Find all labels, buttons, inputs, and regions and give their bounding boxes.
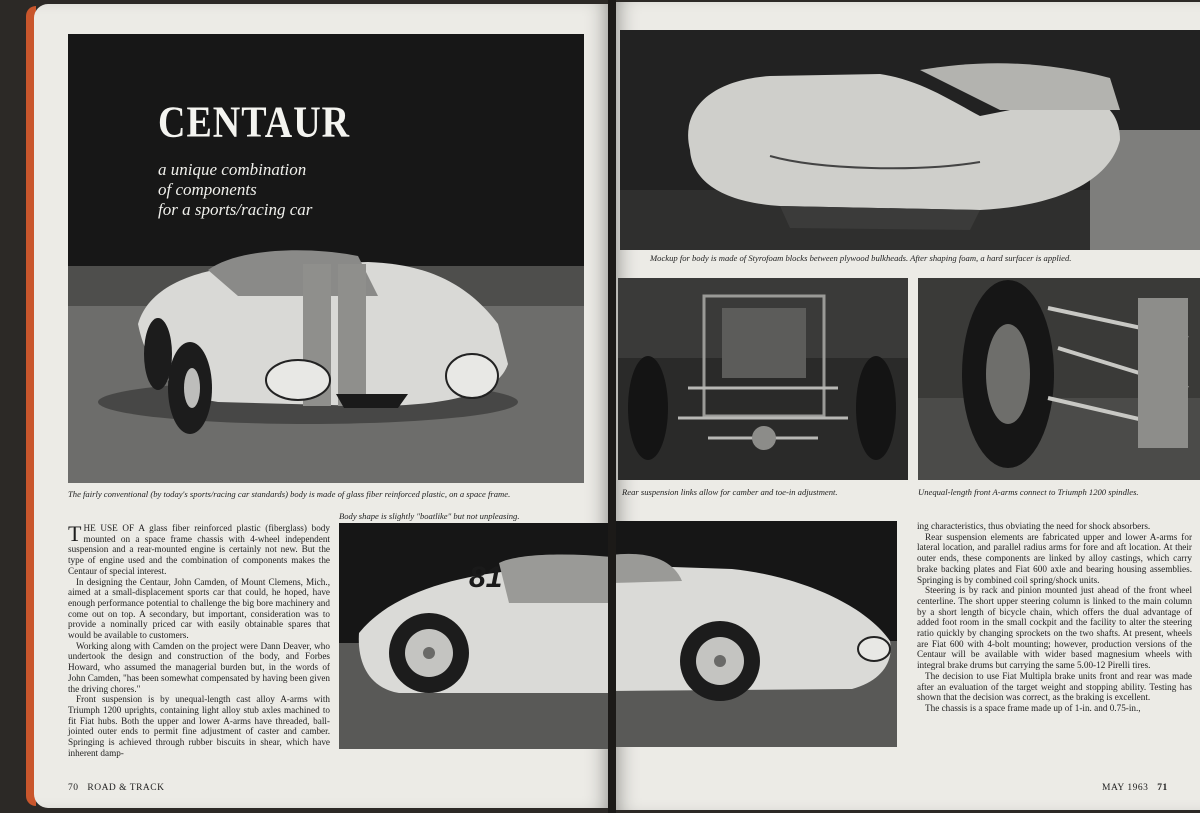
right-folio xyxy=(1102,783,1168,793)
subtitle-line: of components xyxy=(158,180,257,199)
front-arms-photo xyxy=(918,278,1200,480)
dropcap: T xyxy=(68,521,82,546)
left-page xyxy=(34,4,612,808)
left-text-column xyxy=(68,523,330,758)
side-car-illustration-left xyxy=(339,523,612,749)
side-car-photo-right xyxy=(612,521,897,747)
subtitle-line: a unique combination xyxy=(158,160,307,179)
rear-suspension-photo xyxy=(618,278,908,480)
car-number: 81 xyxy=(469,561,503,594)
paragraph: ing characteristics, thus obviating the need for shock absorbers. xyxy=(917,521,1151,531)
mockup-caption: Mockup for body is made of Styrofoam blocks between plywood bulkheads. After shaping foam, a hard surfacer is applied. xyxy=(650,253,1072,263)
paragraph: In designing the Centaur, John Camden, of Mount Clemens, Mich., aimed at a small-displacement sports car that could, he hoped, have enough performance potential to challenge the big bore machinery and come out on top. A secondary, but important, consideration was to provide a nominally priced car with easily obtainable spares that would be available to customers. xyxy=(68,576,330,641)
paragraph: The chassis is a space frame made up of 1-in. and 0.75-in., xyxy=(925,702,1141,713)
side-car-caption: Body shape is slightly "boatlike" but not unpleasing. xyxy=(339,511,520,521)
side-car-illustration-right xyxy=(612,521,897,747)
magazine-name: ROAD & TRACK xyxy=(87,783,165,793)
paragraph: Rear suspension elements are fabricated upper and lower A-arms for lateral location, and parallel radius arms for fore and aft location. At their outer ends, these components are linked by alloy castings, which carry brake backing plates and Fiat 600 axle and bearing housing assemblies. Springing is by combined coil spring/shock units. xyxy=(917,531,1192,585)
first-paragraph xyxy=(68,523,330,577)
hero-car-caption: The fairly conventional (by today's sports/racing car standards) body is made of glass fiber reinforced plastic, on a space frame. xyxy=(68,489,511,499)
paragraph: The decision to use Fiat Multipla brake units front and rear was made after an evaluation of the target weight and stopping ability. Testing has shown that the decision was correct, as the braking is excellent. xyxy=(917,670,1192,703)
right-page xyxy=(612,2,1200,810)
book-spine xyxy=(608,0,616,813)
rear-suspension-illustration xyxy=(618,278,908,480)
issue-date: MAY 1963 xyxy=(1102,783,1149,793)
front-arms-illustration xyxy=(918,278,1200,480)
paragraph: Front suspension is by unequal-length cast alloy A-arms with Triumph 1200 uprights, containing light alloy stub axles machined to fit Fiat hubs. Both the upper and lower A-arms have threaded, ball-jointed outer ends to permit fine adjustment of caster and camber. Springing is achieved through rubber biscuits in shear, which have inherent damp- xyxy=(68,694,330,758)
mockup-illustration xyxy=(620,30,1200,250)
subtitle-line: for a sports/racing car xyxy=(158,200,313,219)
paragraph: Working along with Camden on the project were Dann Deaver, who undertook the design and construction of the body, and Forbes Howard, who assumed the managerial burden but, in the words of John Camden, "has been somewhat compensated by having been given the driving chores." xyxy=(68,640,330,694)
right-page-number: 71 xyxy=(1157,783,1168,793)
right-text-column xyxy=(917,521,1192,714)
rear-suspension-caption: Rear suspension links allow for camber and toe-in adjustment. xyxy=(622,487,838,497)
hero-car-photo xyxy=(68,34,584,483)
front-arms-caption: Unequal-length front A-arms connect to Triumph 1200 spindles. xyxy=(918,487,1139,497)
left-folio xyxy=(68,783,164,793)
article-subtitle xyxy=(158,160,312,220)
side-car-photo-left xyxy=(339,523,612,749)
paragraph-text: HE USE OF A glass fiber reinforced plastic (fiberglass) body mounted on a space frame chassis with 4-wheel independent suspension and a rear-mounted engine is certainly not new. But the type of engine used and the combination of components makes the Centaur of special interest. xyxy=(68,523,330,576)
left-page-number: 70 xyxy=(68,783,79,793)
paragraph: Steering is by rack and pinion mounted just ahead of the front wheel centerline. The short upper steering column is linked to the main column by a short length of bicycle chain, which offers the dual advantage of added foot room in the small cockpit and the facility to alter the steering ratio quickly by changing sprockets on the two shafts. At present, wheels are Fiat 600 with 4-bolt mounting; however, production versions of the Centaur will be available with wider based magnesium wheels with integral brake drums but carrying the same 5.00-12 Pirelli tires. xyxy=(917,585,1192,671)
article-title: CENTAUR xyxy=(158,97,351,148)
mockup-photo xyxy=(620,30,1200,250)
